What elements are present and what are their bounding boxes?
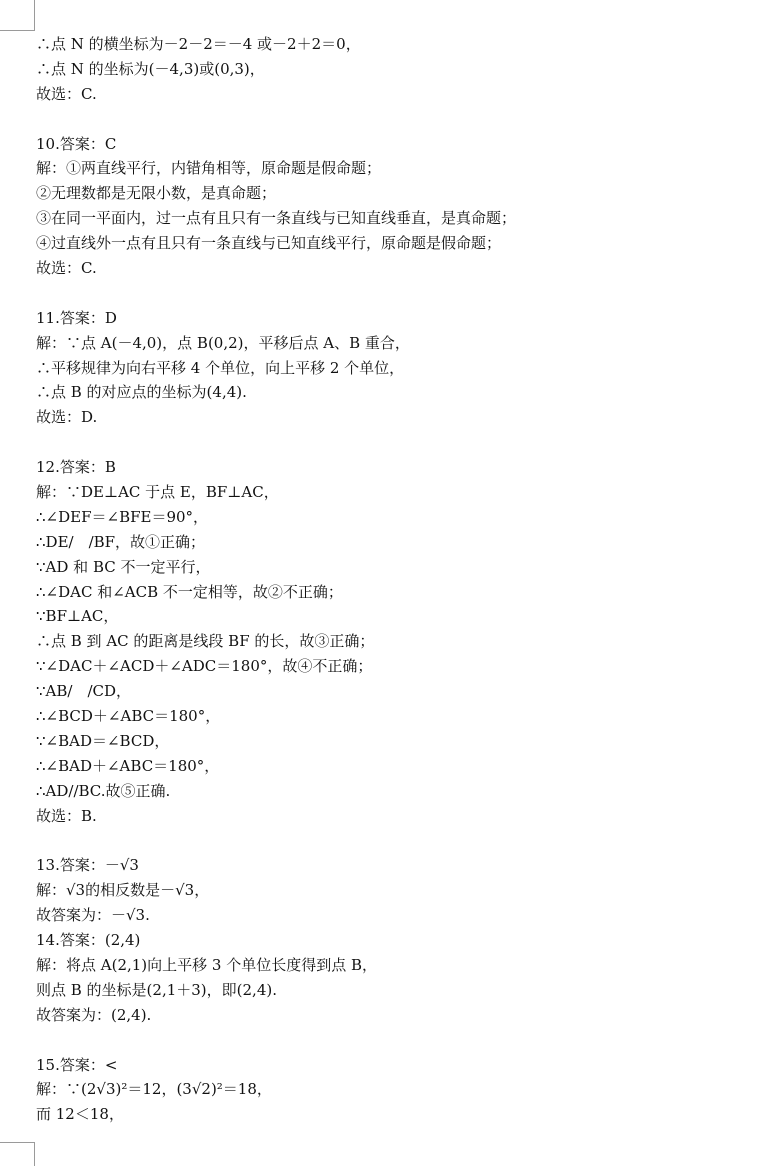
text-line: 而 12＜18， bbox=[36, 1105, 124, 1124]
text-line: ③在同一平面内，过一点有且只有一条直线与已知直线垂直，是真命题； bbox=[36, 209, 517, 228]
text-line: ∴AD//BC.故⑤正确. bbox=[36, 781, 171, 800]
text-line: 故选：B. bbox=[36, 806, 97, 825]
page-corner-mark-top bbox=[0, 0, 35, 31]
text-line: ∴点 N 的坐标为(－4,3)或(0,3)， bbox=[36, 59, 265, 78]
text-line: 解：∵DE⊥AC 于点 E，BF⊥AC， bbox=[36, 483, 279, 502]
text-line: 故选：C. bbox=[36, 84, 97, 103]
text-line: ∴点 B 到 AC 的距离是线段 BF 的长，故③正确； bbox=[36, 632, 375, 651]
text-line: 解：∵点 A(－4,0)，点 B(0,2)，平移后点 A、B 重合， bbox=[36, 333, 410, 352]
text-line: ∴∠DEF＝∠BFE＝90°， bbox=[36, 507, 209, 526]
text-line: ∴点 B 的对应点的坐标为(4,4). bbox=[36, 383, 247, 402]
blank-line bbox=[36, 430, 756, 455]
text-line: 解：将点 A(2,1)向上平移 3 个单位长度得到点 B， bbox=[36, 955, 378, 974]
blank-line bbox=[36, 107, 756, 132]
text-line: 解：√3的相反数是－√3， bbox=[36, 881, 210, 900]
text-line: 故选：C. bbox=[36, 259, 97, 278]
text-line: ∴∠DAC 和∠ACB 不一定相等，故②不正确； bbox=[36, 582, 343, 601]
page-corner-mark-bottom bbox=[0, 1142, 35, 1166]
text-line: ∵∠BAD＝∠BCD， bbox=[36, 731, 170, 750]
text-line: ∴∠BCD＋∠ABC＝180°， bbox=[36, 707, 221, 726]
text-line: 故答案为：(2,4). bbox=[36, 1005, 152, 1024]
text-line: 10.答案：C bbox=[36, 134, 117, 153]
text-line: 11.答案：D bbox=[36, 308, 117, 327]
text-line: 故选：D. bbox=[36, 408, 98, 427]
text-line: 12.答案：B bbox=[36, 458, 116, 477]
text-line: ∴平移规律为向右平移 4 个单位，向上平移 2 个单位， bbox=[36, 358, 405, 377]
document-body bbox=[36, 32, 756, 1127]
blank-line bbox=[36, 1028, 756, 1053]
text-line: ∵BF⊥AC， bbox=[36, 607, 119, 626]
text-line: 14.答案：(2,4) bbox=[36, 931, 141, 950]
text-line: 15.答案：< bbox=[36, 1055, 118, 1074]
text-line: 解：∵(2√3)²＝12，(3√2)²＝18， bbox=[36, 1080, 272, 1099]
text-line: 解：①两直线平行，内错角相等，原命题是假命题； bbox=[36, 159, 382, 178]
text-line: ∵AD 和 BC 不一定平行， bbox=[36, 557, 211, 576]
text-line: ②无理数都是无限小数，是真命题； bbox=[36, 184, 277, 203]
text-line: ∵∠DAC＋∠ACD＋∠ADC＝180°，故④不正确； bbox=[36, 657, 373, 676]
text-line: ∴点 N 的横坐标为－2－2＝－4 或－2＋2＝0， bbox=[36, 35, 361, 53]
blank-line bbox=[36, 829, 756, 854]
text-line: 13.答案：－√3 bbox=[36, 856, 139, 875]
text-line: ∵AB/ /CD， bbox=[36, 682, 132, 701]
text-line: 故答案为：－√3. bbox=[36, 906, 150, 925]
text-line: ∴DE/ /BF，故①正确； bbox=[36, 532, 206, 551]
text-line: ④过直线外一点有且只有一条直线与已知直线平行，原命题是假命题； bbox=[36, 234, 502, 253]
blank-line bbox=[36, 281, 756, 306]
text-line: 则点 B 的坐标是(2,1＋3)，即(2,4). bbox=[36, 980, 277, 999]
text-line: ∴∠BAD＋∠ABC＝180°， bbox=[36, 756, 220, 775]
